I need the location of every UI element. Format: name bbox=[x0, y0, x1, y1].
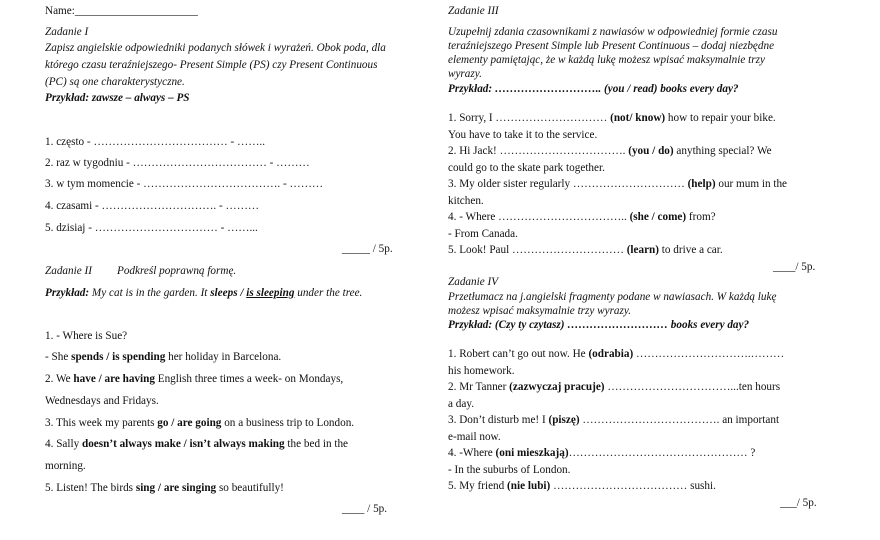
task3-item-5 bbox=[448, 243, 723, 257]
task1-example: Przykład: zawsze – always – PS bbox=[45, 92, 190, 104]
task3-example: Przykład: ……………………….. (you / read) books every day? bbox=[448, 83, 739, 95]
task4-phrase-3: (piszę) bbox=[548, 414, 580, 426]
task3-title: Zadanie III bbox=[448, 5, 499, 17]
text: her holiday in Barcelona. bbox=[165, 351, 282, 363]
task3-instruction-line2: teraźniejszego Present Simple lub Present Continuous – dodaj niezbędne bbox=[448, 40, 775, 52]
task1-item-1[interactable]: 1. często - ……………………………… - …….. bbox=[45, 136, 265, 148]
task3-score: ____/ 5p. bbox=[773, 261, 816, 273]
task4-item-3 bbox=[448, 413, 779, 427]
task2-example-end: under the tree. bbox=[294, 287, 363, 299]
task3-gap-2[interactable]: 2. Hi Jack! ……………………………. bbox=[448, 145, 629, 157]
task4-gap-2[interactable]: ……………………………...ten hours bbox=[604, 381, 781, 393]
task2-item-1: 1. - Where is Sue? bbox=[45, 330, 128, 342]
task1-title: Zadanie I bbox=[45, 26, 89, 38]
text: - She bbox=[45, 351, 72, 363]
task3-item-4b: - From Canada. bbox=[448, 228, 518, 240]
task4-item-3b: e-mail now. bbox=[448, 431, 501, 443]
text: 2. Mr Tanner bbox=[448, 381, 510, 393]
task2-example-text: My cat is in the garden. It bbox=[89, 287, 211, 299]
text: from? bbox=[686, 211, 716, 223]
text: 5. My friend bbox=[448, 480, 508, 492]
task4-example: Przykład: (Czy ty czytasz) ……………………… books every day? bbox=[448, 319, 750, 331]
task2-item-2 bbox=[45, 372, 343, 386]
task3-gap-3[interactable]: 3. My older sister regularly ………………………… bbox=[448, 178, 688, 190]
task3-gap-5[interactable]: 5. Look! Paul ………………………… bbox=[448, 244, 627, 256]
task2-item-1b bbox=[45, 350, 281, 364]
text: 5. Listen! The birds bbox=[45, 482, 136, 494]
task2-example-option-2: is sleeping bbox=[246, 287, 295, 299]
task2-item-5 bbox=[45, 481, 284, 495]
task3-gap-4[interactable]: 4. - Where …………………………….. bbox=[448, 211, 630, 223]
task3-item-2b: could go to the skate park together. bbox=[448, 162, 605, 174]
task4-instruction-line2: możesz wpisać maksymalnie trzy wyrazy. bbox=[448, 305, 632, 317]
task2-score: ____ / 5p. bbox=[342, 503, 388, 515]
text: 4. -Where bbox=[448, 447, 496, 459]
task4-item-4b: - In the suburbs of London. bbox=[448, 464, 571, 476]
task2-title: Zadanie II bbox=[45, 265, 92, 277]
name-field[interactable]: Name:______________________ bbox=[45, 5, 198, 17]
task1-item-2[interactable]: 2. raz w tygodniu - ……………………………… - ……… bbox=[45, 157, 310, 169]
task3-item-1b: You have to take it to the service. bbox=[448, 129, 598, 141]
task1-item-4[interactable]: 4. czasami - …………………………. - ……… bbox=[45, 200, 260, 212]
text: English three times a week- on Mondays, bbox=[154, 373, 344, 385]
task2-item-5-options[interactable]: sing / are singing bbox=[135, 482, 217, 494]
task1-score: _____ / 5p. bbox=[342, 243, 393, 255]
task4-item-2b: a day. bbox=[448, 398, 474, 410]
text: 1. Robert can’t go out now. He bbox=[448, 348, 589, 360]
task2-example-option-1: sleeps / bbox=[210, 287, 247, 299]
task2-item-3 bbox=[45, 416, 354, 430]
text: on a business trip to London. bbox=[221, 417, 355, 429]
task1-item-3[interactable]: 3. w tym momencie - ………………………………. - ……… bbox=[45, 178, 324, 190]
task3-verb-3: (help) bbox=[687, 178, 716, 190]
text: 4. Sally bbox=[45, 438, 82, 450]
task4-phrase-1: (odrabia) bbox=[588, 348, 634, 360]
text: 3. Don’t disturb me! I bbox=[448, 414, 549, 426]
text: 3. This week my parents bbox=[45, 417, 158, 429]
task4-phrase-5: (nie lubi) bbox=[507, 480, 551, 492]
task4-phrase-4: (oni mieszkają) bbox=[495, 447, 569, 459]
task1-instruction-line1: Zapisz angielskie odpowiedniki podanych słówek i wyrażeń. Obok poda, dla bbox=[45, 42, 386, 54]
task4-gap-4[interactable]: ………………………………………… ? bbox=[568, 447, 756, 459]
task4-gap-5[interactable]: ……………………………… sushi. bbox=[550, 480, 716, 492]
task2-item-3-options[interactable]: go / are going bbox=[157, 417, 222, 429]
task4-item-1b: his homework. bbox=[448, 365, 515, 377]
text: the bed in the bbox=[284, 438, 349, 450]
task2-item-1-options[interactable]: spends / is spending bbox=[71, 351, 166, 363]
task4-score: ___/ 5p. bbox=[780, 497, 817, 509]
task4-item-4 bbox=[448, 446, 755, 460]
task4-instruction-line1: Przetłumacz na j.angielski fragmenty podane w nawiasach. W każdą lukę bbox=[448, 291, 777, 303]
task2-item-4-options[interactable]: doesn’t always make / isn’t always making bbox=[81, 438, 285, 450]
task3-gap-1[interactable]: 1. Sorry, I ………………………… bbox=[448, 112, 611, 124]
task1-item-5[interactable]: 5. dzisiaj - …………………………… - ……... bbox=[45, 222, 258, 234]
task3-item-3b: kitchen. bbox=[448, 195, 484, 207]
task3-instruction-line1: Uzupełnij zdania czasownikami z nawiasów w odpowiedniej formie czasu bbox=[448, 26, 778, 38]
task4-item-2 bbox=[448, 380, 780, 394]
task4-phrase-2: (zazwyczaj pracuje) bbox=[509, 381, 605, 393]
task3-item-2 bbox=[448, 144, 772, 158]
task2-item-4 bbox=[45, 437, 348, 451]
text: anything special? We bbox=[673, 145, 772, 157]
text: to drive a car. bbox=[659, 244, 723, 256]
text: so beautifully! bbox=[216, 482, 284, 494]
task3-verb-2: (you / do) bbox=[628, 145, 674, 157]
task3-instruction-line4: wyrazy. bbox=[448, 68, 482, 80]
task4-gap-1[interactable]: ………………………….……… bbox=[633, 348, 785, 360]
task2-item-2b: Wednesdays and Fridays. bbox=[45, 395, 159, 407]
task2-item-2-options[interactable]: have / are having bbox=[73, 373, 155, 385]
text: how to repair your bike. bbox=[665, 112, 776, 124]
task3-verb-4: (she / come) bbox=[629, 211, 687, 223]
task4-title: Zadanie IV bbox=[448, 276, 499, 288]
task1-instruction-line3: (PC) są one charakterystyczne. bbox=[45, 76, 185, 88]
task3-item-4 bbox=[448, 210, 716, 224]
task3-instruction-line3: elementy pamiętając, że w każdą lukę możesz wpisać maksymalnie trzy bbox=[448, 54, 765, 66]
task2-instruction: Podkreśl poprawną formę. bbox=[117, 265, 237, 277]
task2-item-4b: morning. bbox=[45, 460, 86, 472]
task2-example bbox=[45, 286, 362, 300]
task3-item-3 bbox=[448, 177, 787, 191]
task4-gap-3[interactable]: ………………………………. an important bbox=[579, 414, 780, 426]
task3-item-1 bbox=[448, 111, 776, 125]
task2-example-label: Przykład: bbox=[45, 287, 90, 299]
task4-item-1 bbox=[448, 347, 784, 361]
task3-verb-1: (not/ know) bbox=[610, 112, 666, 124]
text: 2. We bbox=[45, 373, 74, 385]
task1-instruction-line2: którego czasu teraźniejszego- Present Simple (PS) czy Present Continuous bbox=[45, 59, 378, 71]
task4-item-5 bbox=[448, 479, 716, 493]
task3-verb-5: (learn) bbox=[626, 244, 659, 256]
text: our mum in the bbox=[715, 178, 788, 190]
